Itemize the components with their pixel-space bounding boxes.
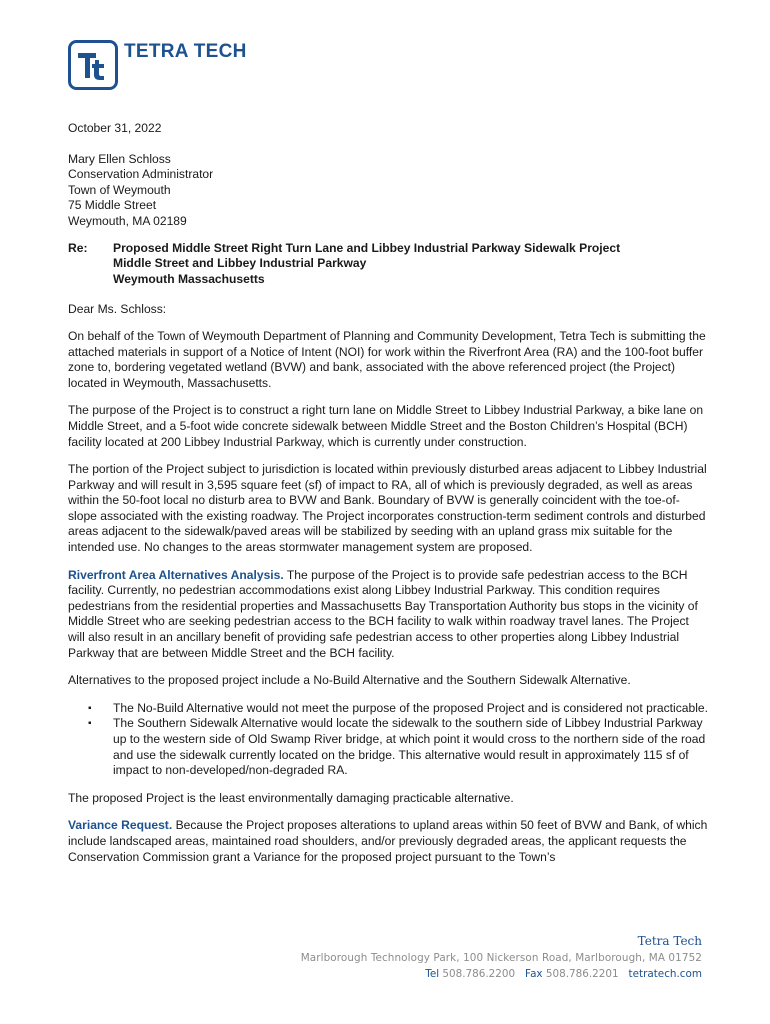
fax-label: Fax (525, 968, 543, 980)
recipient-title: Conservation Administrator (68, 167, 214, 182)
subject-label: Re: (68, 240, 88, 255)
recipient-city: Weymouth, MA 02189 (68, 213, 187, 228)
footer-address: Marlborough Technology Park, 100 Nickerson Road, Marlborough, MA 01752 (300, 952, 702, 964)
recipient-org: Town of Weymouth (68, 182, 171, 197)
tetra-tech-logo-icon (68, 40, 118, 90)
tel-number: 508.786.2200 (442, 968, 516, 980)
website-link[interactable]: tetratech.com (628, 968, 702, 980)
letter-date: October 31, 2022 (68, 121, 162, 135)
paragraph: The purpose of the Project is to construct a right turn lane on Middle Street to Libbey Industrial Parkway, a bike lane on Middle Street, and a 5-foot wide concrete sidewalk between Middle Street and the Boston Children’s Hospital (BCH) facility located at 200 Libbey Industrial Parkway, which is currently under construction. (68, 403, 704, 449)
recipient-name: Mary Ellen Schloss (68, 151, 171, 166)
section-heading: Riverfront Area Alternatives Analysis. (68, 567, 284, 582)
paragraph: Alternatives to the proposed project include a No-Build Alternative and the Southern Sidewalk Alternative. (68, 673, 631, 688)
company-logo (68, 40, 247, 90)
list-item: ▪ The Southern Sidewalk Alternative would locate the sidewalk to the southern side of Libbey Industrial Parkway up to the western side of Old Swamp River bridge, at which point it would cross to the northern side of the road and use the sidewalk currently located on the bridge. This alternative would result in approximately 115 sf of impact to non-developed/non-degraded RA. (68, 716, 708, 778)
alternatives-list (68, 701, 708, 779)
salutation: Dear Ms. Schloss: (68, 302, 167, 317)
footer-company: Tetra Tech (637, 934, 702, 948)
paragraph-alternatives (68, 568, 708, 662)
paragraph-text: Because the Project proposes alterations to upland areas within 50 feet of BVW and Bank, of which include landscaped areas, maintained road shoulders, and/or previously degraded areas, the applicant requests the Conservation Commission grant a Variance for the proposed project pursuant to the Town’s (68, 818, 708, 864)
paragraph: The portion of the Project subject to jurisdiction is located within previously disturbed areas adjacent to Libbey Industrial Parkway and will result in 3,595 square feet (sf) of impact to RA, all of which is previously degraded, as well as areas within the 50-foot local no disturb area to BVW and Bank. Boundary of BVW is generally coincident with the toe-of-slope associated with the existing roadway. The Project incorporates construction-term sediment controls and disturbed areas adjacent to the sidewalk/paved areas will be stabilized by seeding with an upland grass mix suitable for the intended use. No changes to the areas stormwater management system are proposed. (68, 462, 707, 555)
subject-line: Weymouth Massachusetts (113, 271, 265, 286)
tel-label: Tel (425, 968, 440, 980)
paragraph-text: The purpose of the Project is to provide safe pedestrian access to the BCH facility. Currently, no pedestrian accommodations exist along Libbey Industrial Parkway. This condition requires pedestrians from the residential properties and Massachusetts Bay Transportation Authority bus stops in the vicinity of Middle Street who are seeking pedestrian access to the BCH facility to walk within roadway travel lanes. The Project will also result in an ancillary benefit of providing safe pedestrian access to other properties along Libbey Industrial Parkway that are between Middle Street and the BCH facility. (68, 567, 698, 660)
subject-lines (113, 241, 620, 288)
paragraph-variance (68, 818, 708, 865)
recipient-street: 75 Middle Street (68, 198, 157, 213)
subject-block (68, 241, 708, 288)
footer-contact (301, 968, 702, 980)
logo-wordmark: TETRA TECH (124, 41, 247, 62)
section-heading: Variance Request. (68, 818, 173, 833)
letterhead-footer (301, 934, 702, 980)
letter-body (68, 121, 708, 877)
list-item: ▪ The No-Build Alternative would not meet the purpose of the proposed Project and is considered not practicable. (68, 701, 708, 717)
subject-line: Proposed Middle Street Right Turn Lane and Libbey Industrial Parkway Sidewalk Project (113, 240, 621, 255)
recipient-address (68, 152, 708, 230)
paragraph: On behalf of the Town of Weymouth Department of Planning and Community Development, Tetra Tech is submitting the attached materials in support of a Notice of Intent (NOI) for work within the Riverfront Area (RA) and the 100-foot buffer zone to, bordering vegetated wetland (BVW) and bank, associated with the above referenced project (the Project) located in Weymouth, Massachusetts. (68, 328, 706, 390)
paragraph: The proposed Project is the least environmentally damaging practicable alternative. (68, 790, 514, 805)
subject-line: Middle Street and Libbey Industrial Parkway (113, 256, 367, 271)
fax-number: 508.786.2201 (545, 968, 619, 980)
